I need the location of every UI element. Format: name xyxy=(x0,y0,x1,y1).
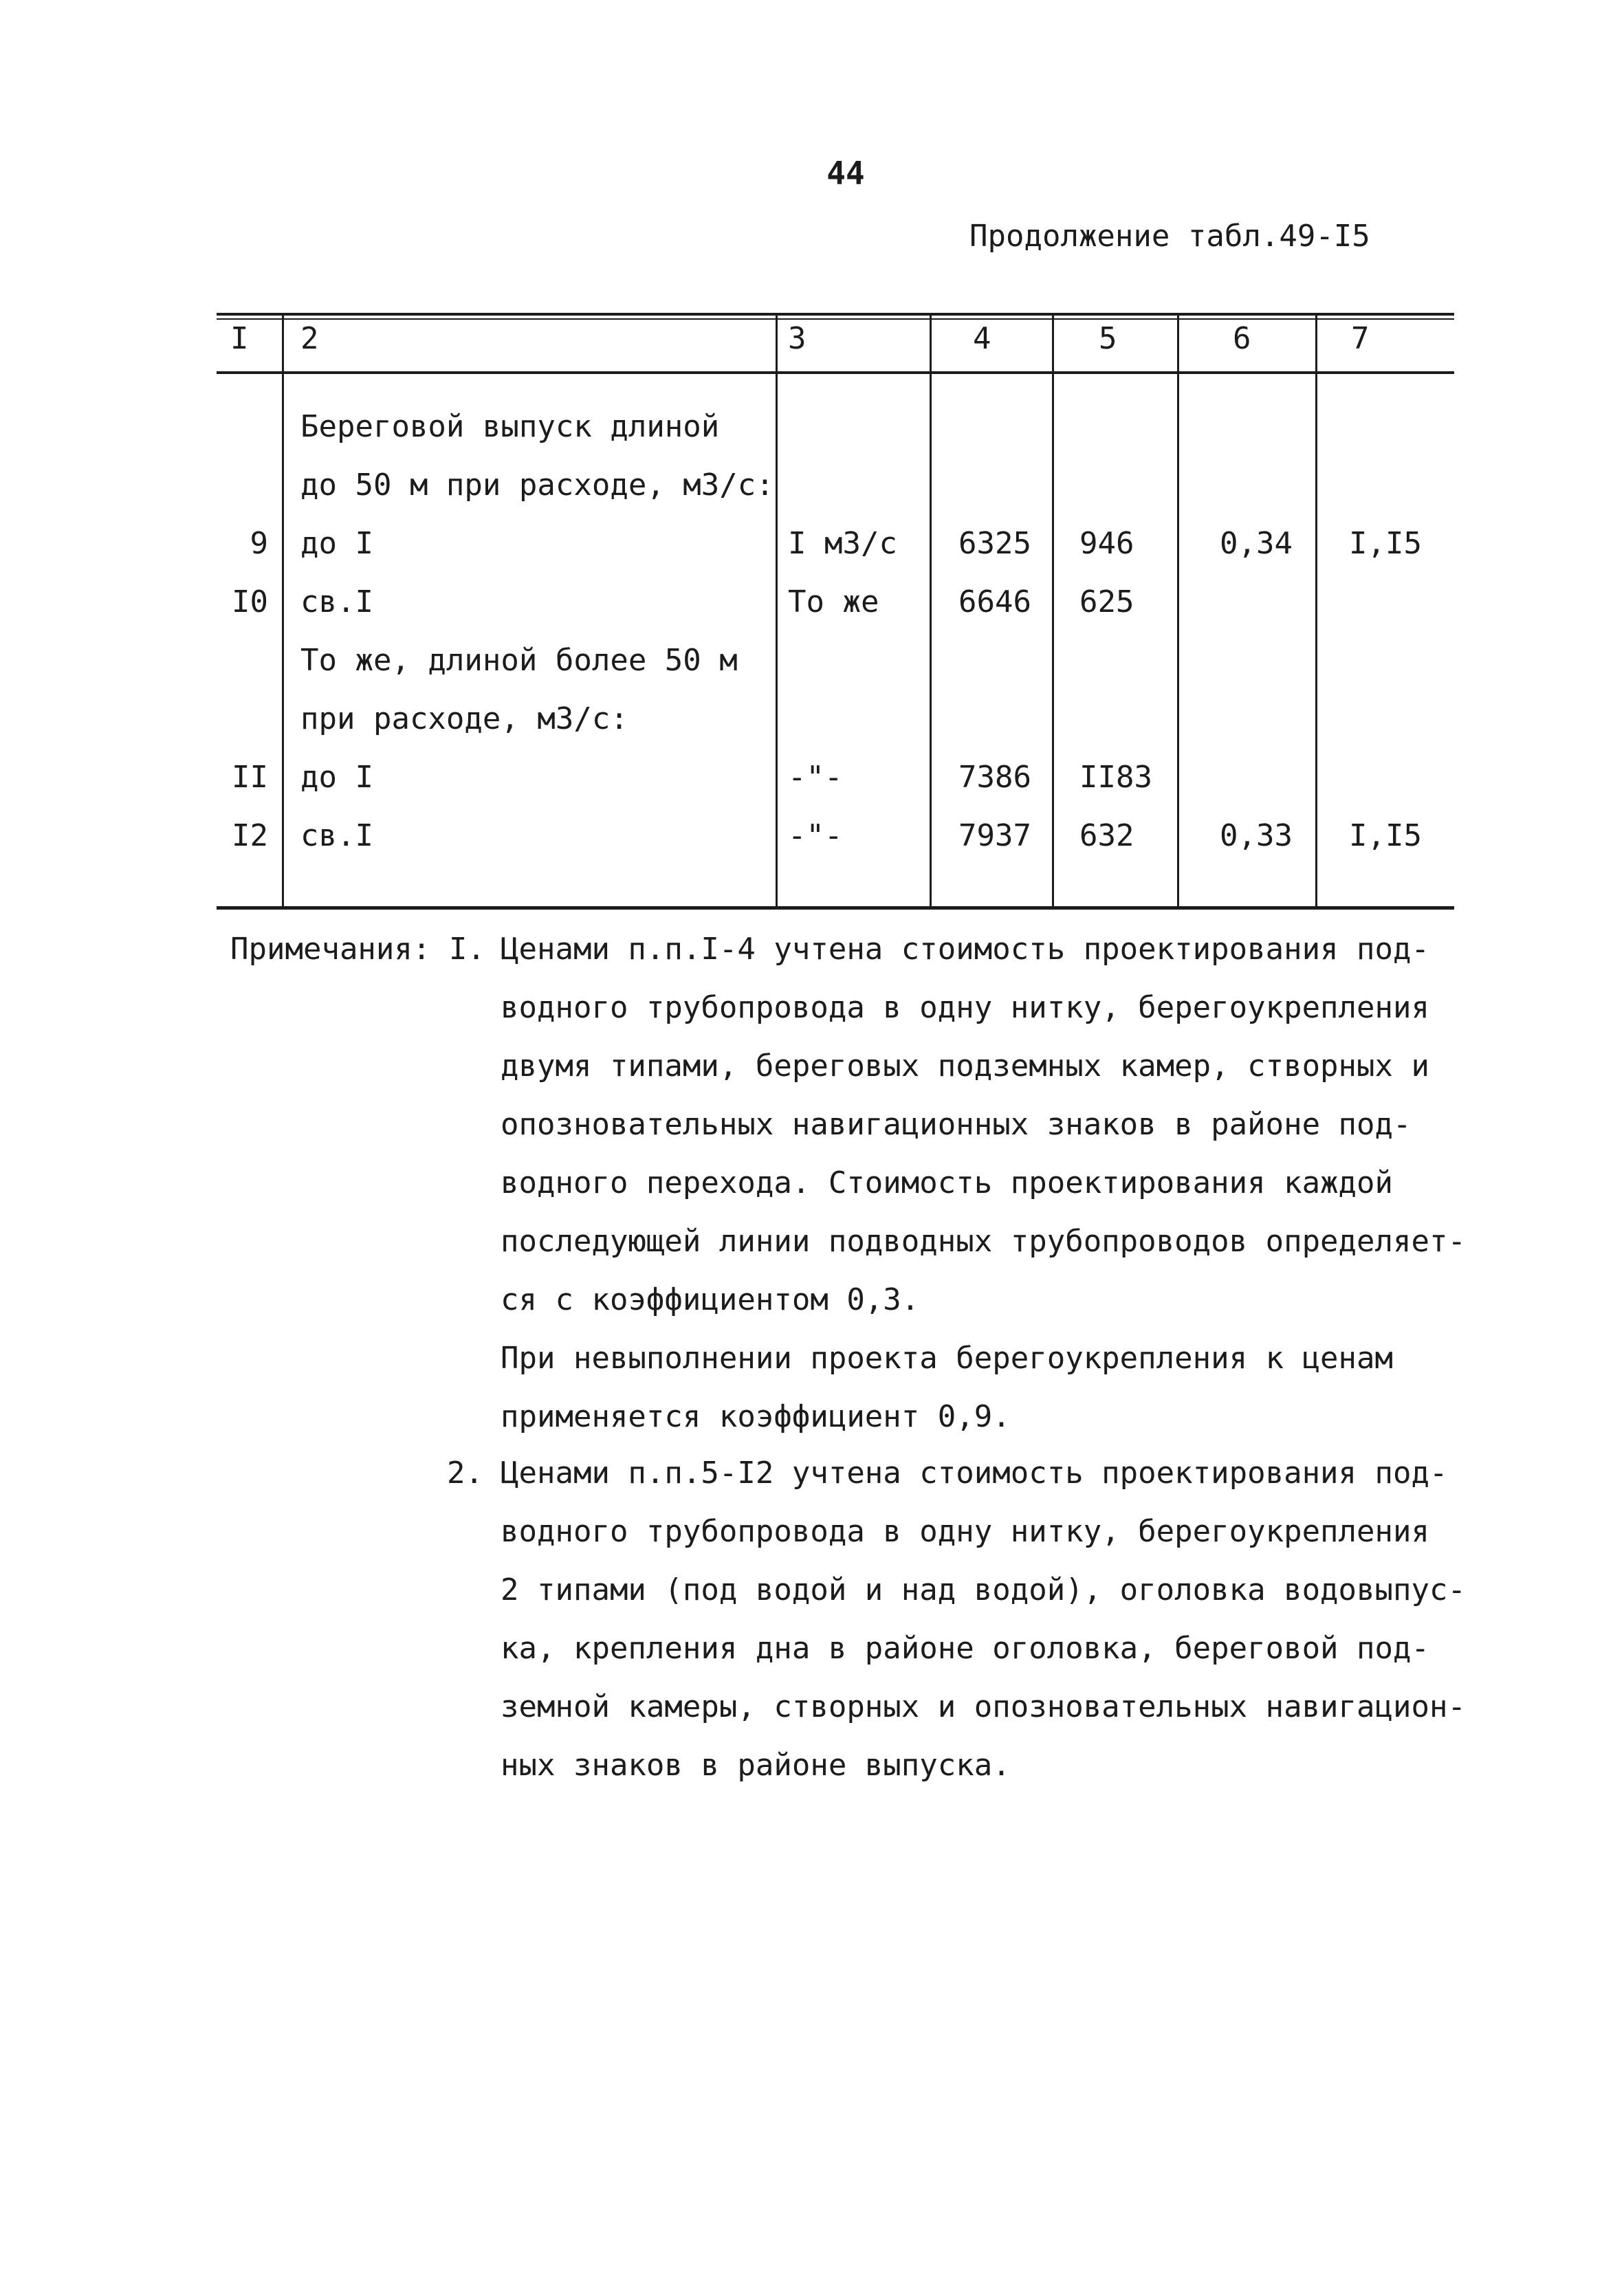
column-divider xyxy=(1052,313,1054,910)
note-number: 2. xyxy=(447,1456,483,1491)
row-col4: 7937 xyxy=(958,818,1031,853)
row-name: до 50 м при расходе, м3/с: xyxy=(300,468,774,503)
note-line: ся с коэффициентом 0,3. xyxy=(501,1282,920,1317)
row-name: при расходе, м3/с: xyxy=(300,701,628,736)
column-divider xyxy=(776,313,778,910)
row-col5: II83 xyxy=(1079,760,1152,795)
note-line: ка, крепления дна в районе оголовка, береговой под- xyxy=(501,1631,1430,1666)
row-col4: 6646 xyxy=(958,584,1031,619)
row-name: до I xyxy=(300,760,373,795)
column-header: I xyxy=(230,321,249,356)
row-number: 9 xyxy=(250,526,268,561)
column-header: 5 xyxy=(1099,321,1117,356)
row-unit: I м3/с xyxy=(788,526,897,561)
column-header: 4 xyxy=(973,321,991,356)
row-unit: -"- xyxy=(788,760,843,795)
table-top-rule-thin xyxy=(217,318,1454,320)
row-col5: 946 xyxy=(1079,526,1134,561)
note-line: Ценами п.п.I-4 учтена стоимость проектирования под- xyxy=(501,932,1430,967)
row-col4: 7386 xyxy=(958,760,1031,795)
notes-label: Примечания: I. xyxy=(230,932,485,967)
table-header-rule xyxy=(217,371,1454,374)
column-divider xyxy=(282,313,284,910)
column-divider xyxy=(1315,313,1317,910)
table-bottom-rule xyxy=(217,906,1454,910)
row-col4: 6325 xyxy=(958,526,1031,561)
table-continuation-caption: Продолжение табл.49-I5 xyxy=(969,219,1370,254)
row-number: II xyxy=(232,760,268,795)
note-line: водного трубопровода в одну нитку, берегоукрепления xyxy=(501,990,1430,1025)
note-line: ных знаков в районе выпуска. xyxy=(501,1748,1011,1783)
column-divider xyxy=(930,313,932,910)
row-unit: -"- xyxy=(788,818,843,853)
note-line: применяется коэффициент 0,9. xyxy=(501,1399,1011,1434)
row-name: То же, длиной более 50 м xyxy=(300,643,738,678)
note-line: опозновательных навигационных знаков в районе под- xyxy=(501,1107,1412,1142)
table-top-rule xyxy=(217,313,1454,316)
row-col5: 625 xyxy=(1079,584,1134,619)
row-unit: То же xyxy=(788,584,879,619)
row-col5: 632 xyxy=(1079,818,1134,853)
note-line: водного трубопровода в одну нитку, берегоукрепления xyxy=(501,1514,1430,1549)
note-line: последующей линии подводных трубопроводов определяет- xyxy=(501,1224,1466,1259)
row-name: св.I xyxy=(300,584,373,619)
row-number: I0 xyxy=(232,584,268,619)
row-name: св.I xyxy=(300,818,373,853)
row-number: I2 xyxy=(232,818,268,853)
note-line: Ценами п.п.5-I2 учтена стоимость проектирования под- xyxy=(501,1456,1448,1491)
note-line: земной камеры, створных и опозновательных навигацион- xyxy=(501,1689,1466,1724)
page-number: 44 xyxy=(826,155,865,192)
row-col6: 0,33 xyxy=(1220,818,1293,853)
column-header: 2 xyxy=(300,321,319,356)
row-col7: I,I5 xyxy=(1349,818,1422,853)
note-line: водного перехода. Стоимость проектирования каждой xyxy=(501,1165,1394,1200)
row-col7: I,I5 xyxy=(1349,526,1422,561)
column-header: 3 xyxy=(788,321,806,356)
row-col6: 0,34 xyxy=(1220,526,1293,561)
row-name: Береговой выпуск длиной xyxy=(300,409,720,444)
note-line: При невыполнении проекта берегоукрепления к ценам xyxy=(501,1341,1394,1376)
row-name: до I xyxy=(300,526,373,561)
column-header: 7 xyxy=(1351,321,1370,356)
column-header: 6 xyxy=(1233,321,1251,356)
note-line: двумя типами, береговых подземных камер, створных и xyxy=(501,1048,1430,1084)
column-divider xyxy=(1177,313,1179,910)
note-line: 2 типами (под водой и над водой), оголовка водовыпус- xyxy=(501,1572,1466,1607)
